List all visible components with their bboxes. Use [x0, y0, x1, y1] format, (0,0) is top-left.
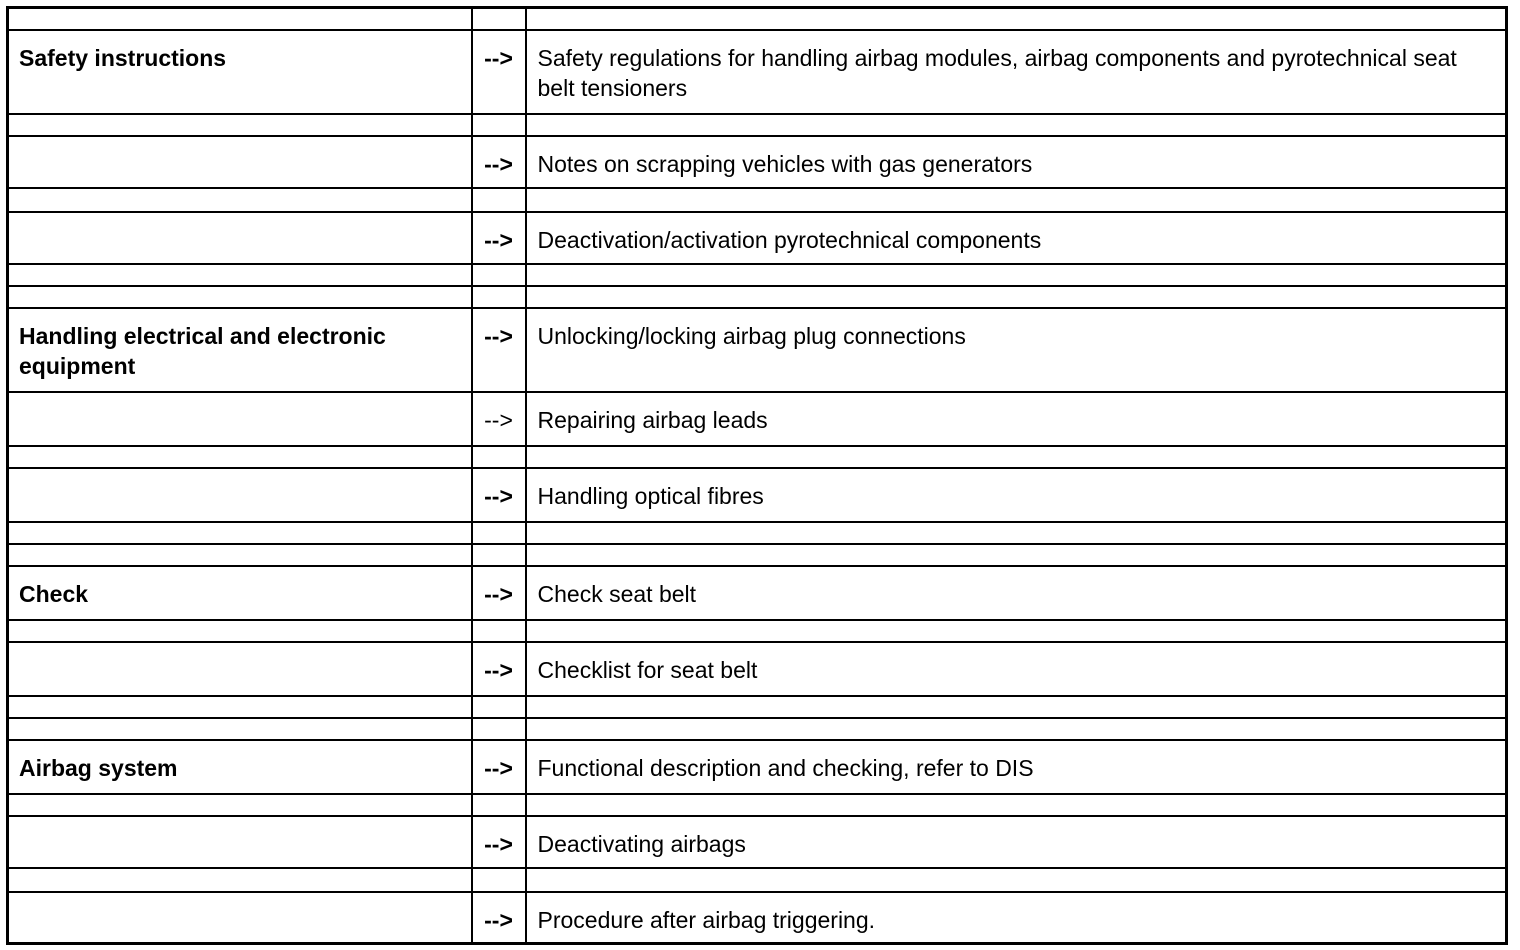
- table-row: [8, 566, 1507, 620]
- section-heading: Safety instructions: [8, 30, 472, 114]
- arrow-link[interactable]: -->: [472, 740, 526, 794]
- spacer-row: [8, 696, 1507, 718]
- arrow-link[interactable]: -->: [472, 642, 526, 696]
- spacer-row: [8, 544, 1507, 566]
- reference-link[interactable]: Repairing airbag leads: [526, 392, 1507, 446]
- table-row: [8, 816, 1507, 868]
- section-heading: [8, 892, 472, 944]
- spacer-row: [8, 114, 1507, 136]
- reference-link[interactable]: Deactivation/activation pyrotechnical components: [526, 212, 1507, 264]
- arrow-link[interactable]: -->: [472, 212, 526, 264]
- arrow-link[interactable]: -->: [472, 816, 526, 868]
- section-heading: [8, 136, 472, 188]
- reference-link[interactable]: Check seat belt: [526, 566, 1507, 620]
- spacer-row: [8, 8, 1507, 30]
- reference-link[interactable]: Unlocking/locking airbag plug connections: [526, 308, 1507, 392]
- table-row: [8, 892, 1507, 944]
- arrow-link[interactable]: -->: [472, 892, 526, 944]
- spacer-row: [8, 188, 1507, 212]
- table-row: [8, 392, 1507, 446]
- spacer-row: [8, 264, 1507, 286]
- arrow-link[interactable]: -->: [472, 468, 526, 522]
- reference-link[interactable]: Deactivating airbags: [526, 816, 1507, 868]
- table-row: [8, 308, 1507, 392]
- reference-link[interactable]: Safety regulations for handling airbag modules, airbag components and pyrotechnical seat belt tensioners: [526, 30, 1507, 114]
- spacer-row: [8, 794, 1507, 816]
- table-row: [8, 30, 1507, 114]
- section-heading: Check: [8, 566, 472, 620]
- spacer-row: [8, 286, 1507, 308]
- reference-link[interactable]: Checklist for seat belt: [526, 642, 1507, 696]
- spacer-row: [8, 718, 1507, 740]
- section-heading: Airbag system: [8, 740, 472, 794]
- reference-link[interactable]: Procedure after airbag triggering.: [526, 892, 1507, 944]
- reference-link[interactable]: Notes on scrapping vehicles with gas generators: [526, 136, 1507, 188]
- table-row: [8, 468, 1507, 522]
- reference-link[interactable]: Handling optical fibres: [526, 468, 1507, 522]
- reference-table: [6, 6, 1508, 945]
- arrow-link[interactable]: -->: [472, 308, 526, 392]
- table-row: [8, 642, 1507, 696]
- spacer-row: [8, 522, 1507, 544]
- spacer-row: [8, 620, 1507, 642]
- section-heading: [8, 642, 472, 696]
- section-heading: [8, 392, 472, 446]
- section-heading: [8, 212, 472, 264]
- arrow-link[interactable]: -->: [472, 136, 526, 188]
- table-row: [8, 740, 1507, 794]
- arrow-link[interactable]: -->: [472, 392, 526, 446]
- reference-table-body: [8, 8, 1507, 944]
- reference-link[interactable]: Functional description and checking, refer to DIS: [526, 740, 1507, 794]
- arrow-link[interactable]: -->: [472, 30, 526, 114]
- spacer-row: [8, 446, 1507, 468]
- table-row: [8, 212, 1507, 264]
- section-heading: [8, 816, 472, 868]
- spacer-row: [8, 868, 1507, 892]
- section-heading: Handling electrical and electronic equipment: [8, 308, 472, 392]
- arrow-link[interactable]: -->: [472, 566, 526, 620]
- table-row: [8, 136, 1507, 188]
- section-heading: [8, 468, 472, 522]
